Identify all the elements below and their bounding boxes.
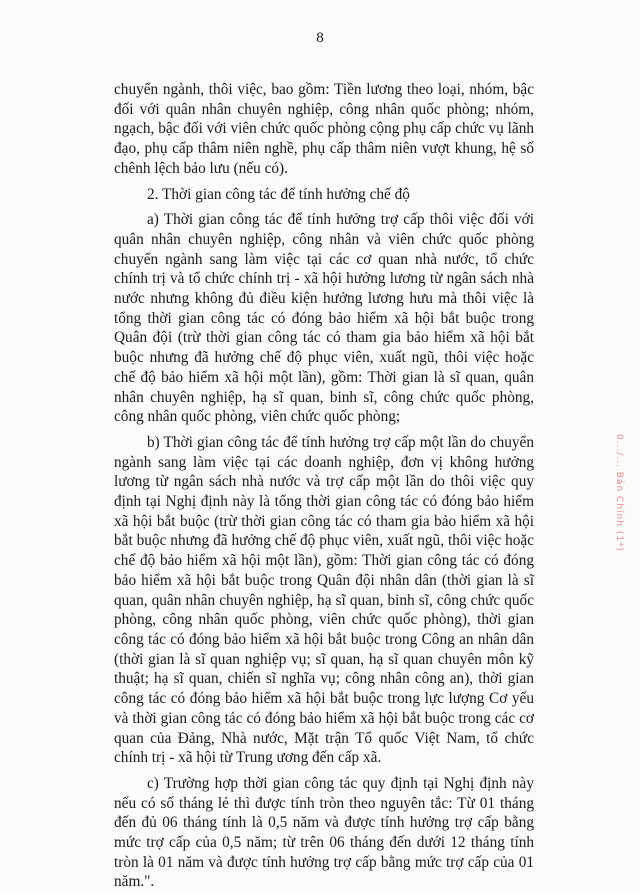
document-body [114,80,534,892]
paragraph-c: c) Trường hợp thời gian công tác quy định tại Nghị định này nếu có số tháng lẻ thì được tính tròn theo nguyên tắc: Từ 01 tháng đến đủ 06 tháng tính là 0,5 năm và được tính hưởng trợ cấp bằng mức trợ cấp của 0,5 năm; từ trên 06 tháng đến dưới 12 tháng tính tròn là 01 năm và được tính hưởng trợ cấp bằng mức trợ cấp của 01 năm.". [114,774,534,891]
margin-stamp: 0.../... Bản Chính (1*) [614,434,624,553]
paragraph-a: a) Thời gian công tác để tính hưởng trợ cấp thôi việc đối với quân nhân chuyên nghiệp, công nhân và viên chức quốc phòng chuyển ngành sang làm việc tại các cơ quan nhà nước, tổ chức chính trị và tổ chức chính trị - xã hội hưởng lương từ ngân sách nhà nước nhưng không đủ điều kiện hưởng lương hưu mà thôi việc là tổng thời gian công tác có đóng bảo hiểm xã hội bắt buộc trong Quân đội (trừ thời gian công tác có tham gia bảo hiểm xã hội bắt buộc nhưng đã hưởng chế độ phục viên, xuất ngũ, thôi việc hoặc chế độ bảo hiểm xã hội một lần), gồm: Thời gian là sĩ quan, quân nhân chuyên nghiệp, hạ sĩ quan, binh sĩ, công chức quốc phòng, công nhân quốc phòng, viên chức quốc phòng; [114,211,534,426]
paragraph-continuation: chuyển ngành, thôi việc, bao gồm: Tiền lương theo loại, nhóm, bậc đối với quân nhân chuyên nghiệp, công nhân quốc phòng; nhóm, ngạch, bậc đối với viên chức quốc phòng cộng phụ cấp chức vụ lãnh đạo, phụ cấp thâm niên nghề, phụ cấp thâm niên vượt khung, hệ số chênh lệch bảo lưu (nếu có). [114,81,534,177]
page-number: 8 [316,30,324,46]
paragraph-b: b) Thời gian công tác để tính hưởng trợ cấp một lần do chuyển ngành sang làm việc tại các doanh nghiệp, đơn vị không hưởng lương từ ngân sách nhà nước và trợ cấp một lần do thôi việc quy định tại Nghị định này là tổng thời gian công tác có đóng bảo hiểm xã hội bắt buộc (trừ thời gian công tác có tham gia bảo hiểm xã hội bắt buộc nhưng đã hưởng chế độ phục viên, xuất ngũ, thôi việc hoặc chế độ bảo hiểm xã hội một lần), gồm: Thời gian công tác có đóng bảo hiểm xã hội bắt buộc trong Quân đội nhân dân (thời gian là sĩ quan, quân nhân chuyên nghiệp, hạ sĩ quan, binh sĩ, công chức quốc phòng, công nhân quốc phòng, viên chức quốc phòng), thời gian công tác có đóng bảo hiểm xã hội bắt buộc trong Công an nhân dân (thời gian là sĩ quan nghiệp vụ; sĩ quan, hạ sĩ quan chuyên môn kỹ thuật; hạ sĩ quan, chiến sĩ nghĩa vụ; công nhân công an), thời gian công tác có đóng bảo hiểm xã hội bắt buộc trong lực lượng Cơ yếu và thời gian công tác có đóng bảo hiểm xã hội bắt buộc trong các cơ quan của Đảng, Nhà nước, Mặt trận Tổ quốc Việt Nam, tổ chức chính trị - xã hội từ Trung ương đến cấp xã. [114,433,534,767]
section-heading: 2. Thời gian công tác để tính hưởng chế độ [147,185,410,203]
